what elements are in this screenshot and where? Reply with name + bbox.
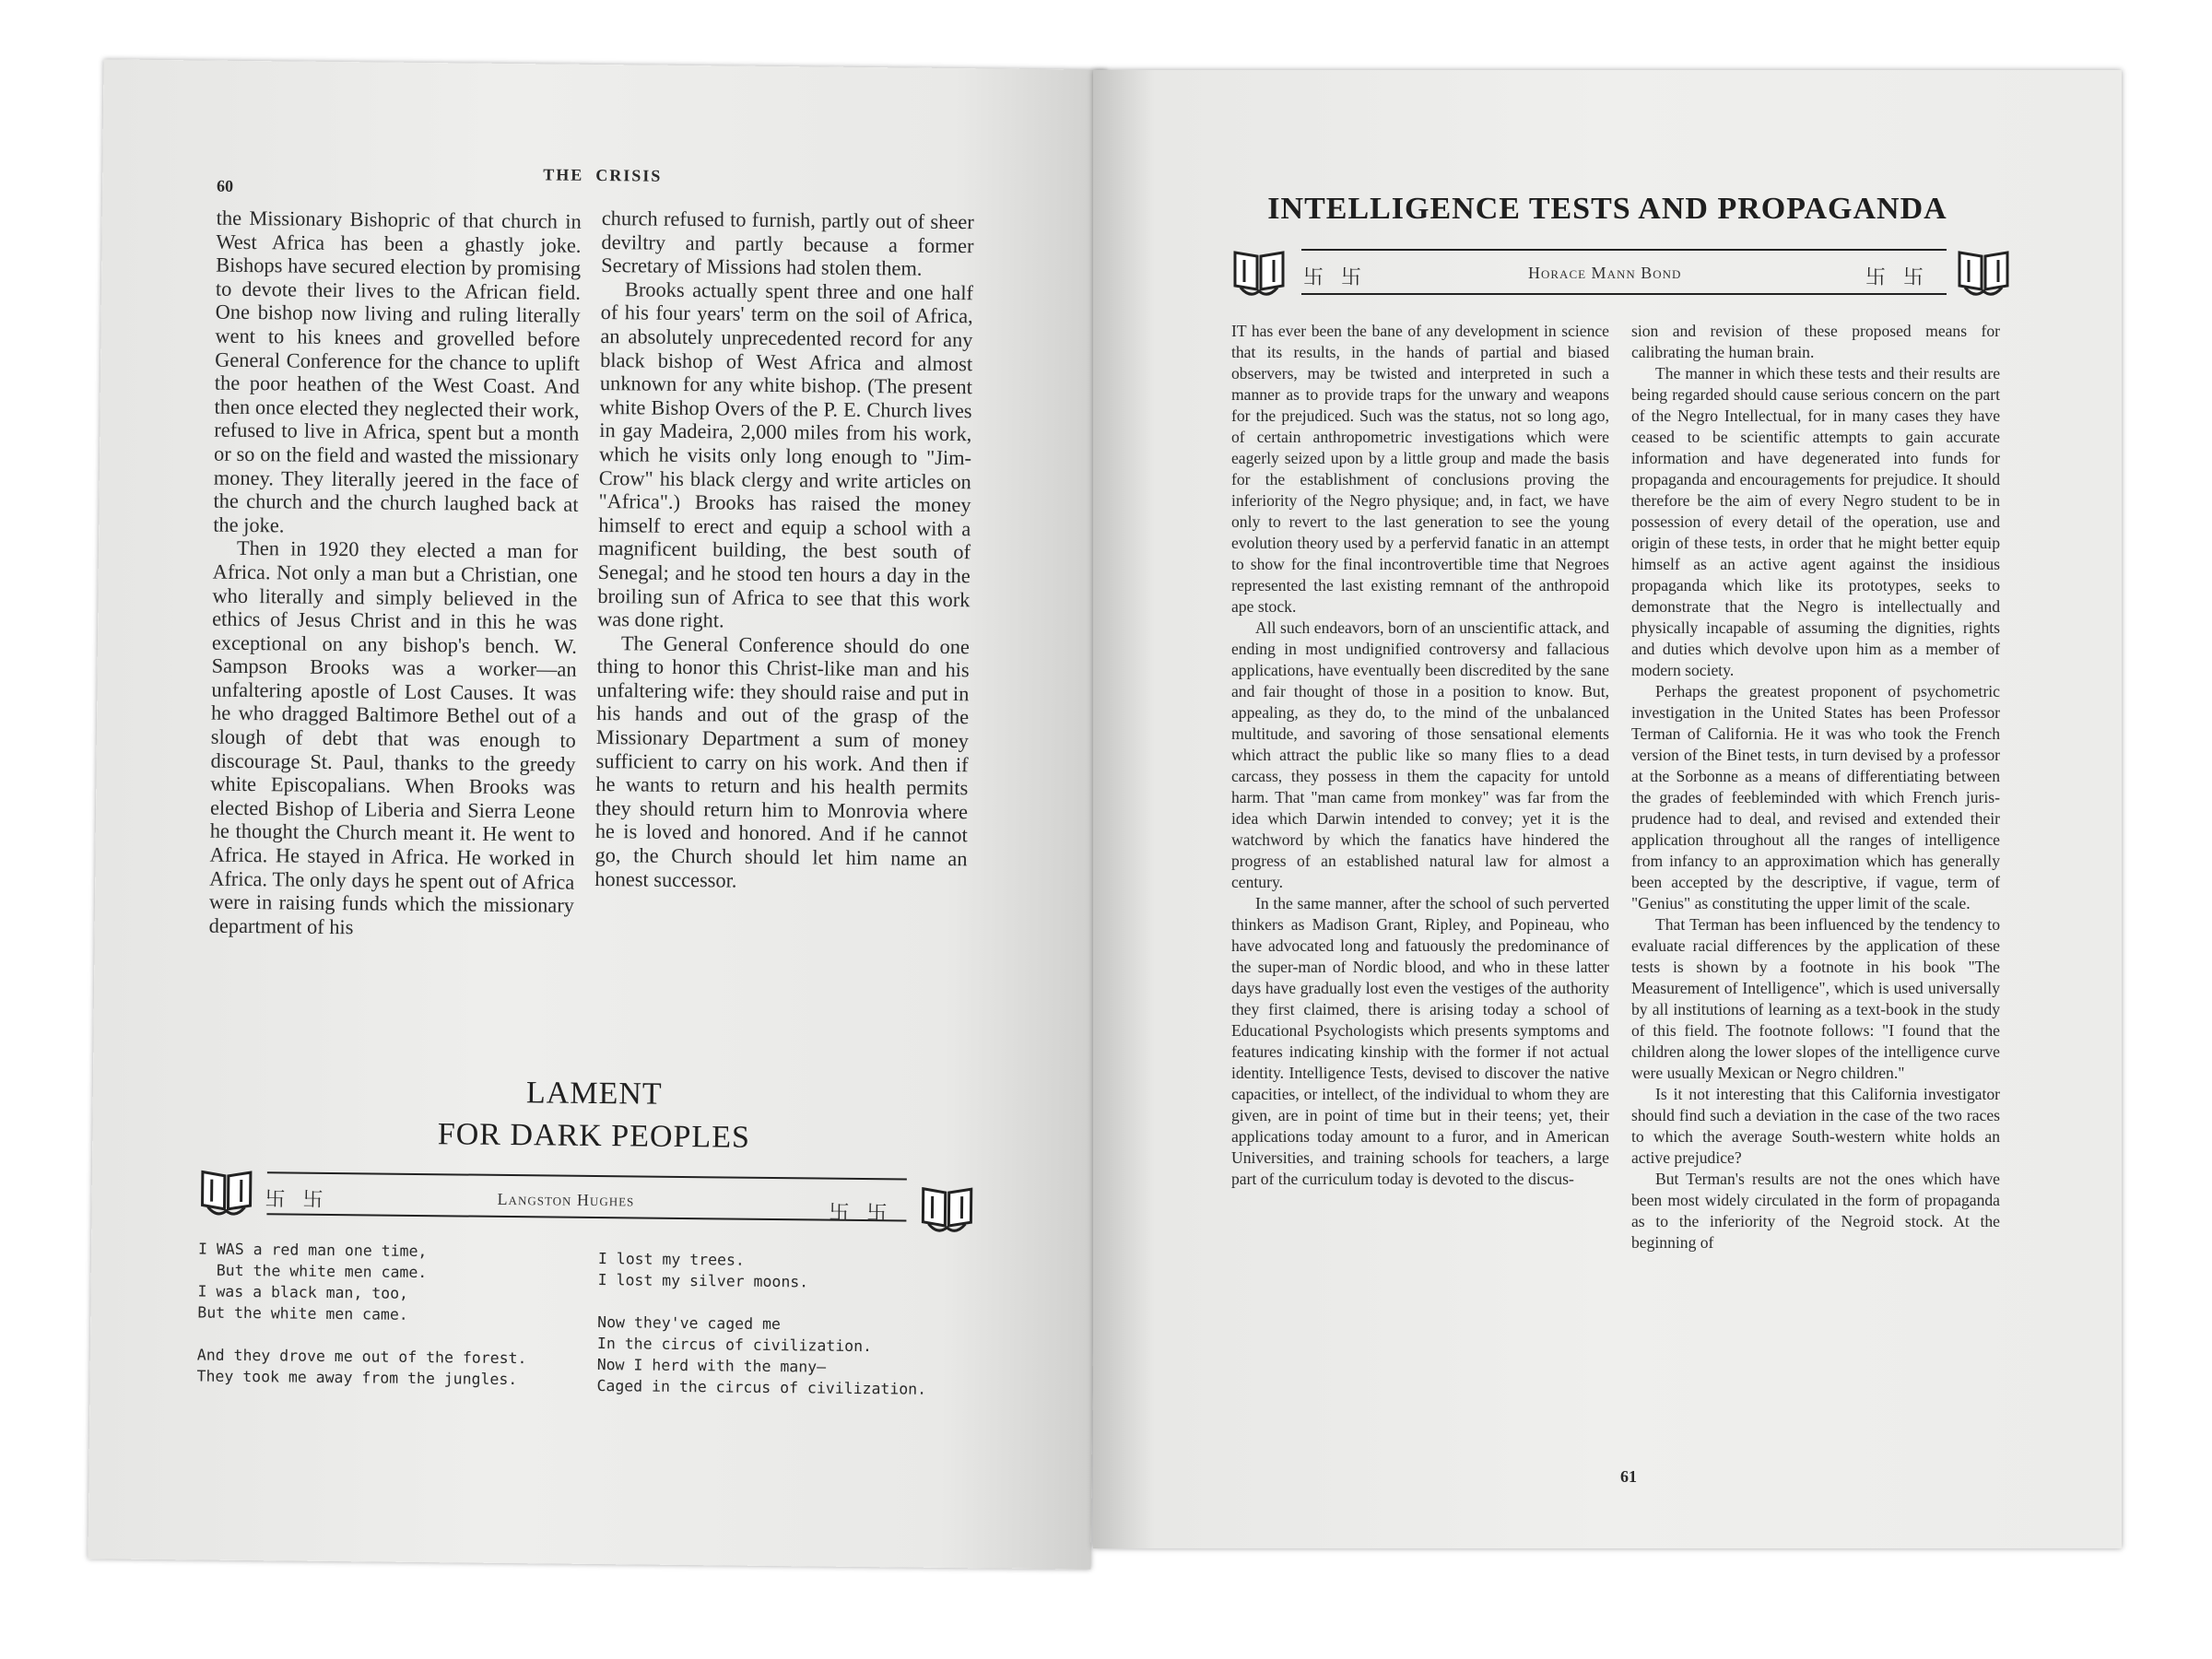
poem-right-column	[596, 1248, 967, 1421]
ornament-glyph-icon: 卐 卐	[1303, 266, 1367, 289]
book-ornament-icon	[1231, 247, 1287, 299]
rule-top	[267, 1171, 907, 1180]
poem-line: And they drove me out of the forest.	[196, 1346, 527, 1368]
paragraph: Is it not interesting that this California investigator should find such a deviation in the case of the two races to which the average South-western white holds an active prejudice?	[1631, 1085, 2000, 1167]
left-page-number: 60	[217, 176, 234, 195]
book-ornament-icon	[919, 1183, 975, 1236]
paragraph: IT has ever been the bane of any development in science that its results, in the hands of partial and biased observers, may be twisted and interpreted in such a manner as to provide traps for the unwary and weapons for the prejudiced. Such was the status, not so long ago, of certain anthropometric investigations which were eagerly seized upon by a little group and made the basis for the establishment of conclusions proving the inferiority of the Negro physique; and, in fact, we have only to revert to the last generation to see the young evolution theory used by a perfervid fanatic in an attempt to show for the final incontrovertible time that Negroes represented the last existing remnant of the anthropoid ape stock.	[1231, 322, 1609, 616]
poem-line: I lost my trees.	[597, 1250, 745, 1269]
paragraph: All such endeavors, born of an unscientific attack, and ending in most undignified controversy and fallacious applications, have eventually been discredited by the sane and fair thought of those in a position to know. But, appealing, as they do, to the mind of the unbalanced multitude, and savoring of those sensational elements which attract the public like so many flies to a dead carcass, they possess in them the capacity for untold harm. That "man came from monkey" was far from the idea which Darwin intended to convey; yet it is the watchword by which the fanatics have hindered the progress of an established natural law for almost a century.	[1231, 618, 1609, 891]
article-author: Horace Mann Bond	[1528, 264, 1682, 282]
right-column-1	[1231, 321, 1609, 1190]
poem-line: Now they've caged me	[597, 1313, 782, 1334]
poem-line: I WAS a red man one time,	[197, 1240, 428, 1261]
rule-top	[1301, 249, 1947, 251]
left-column-2	[594, 206, 974, 894]
rule-bottom	[1301, 293, 1947, 295]
paragraph: But Terman's results are not the ones which have been most widely circulated in the form of propaganda as to the inferiority of the Negroid stock. At the beginning of	[1631, 1170, 2000, 1252]
poem-left-column	[196, 1238, 548, 1411]
poem-stanza	[196, 1344, 547, 1390]
paragraph: sion and revision of these proposed means for calibrating the human brain.	[1631, 322, 2000, 361]
book-ornament-icon	[198, 1166, 254, 1218]
paragraph: church refused to furnish, partly out of sheer deviltry and partly because a former Secretary of Missions had stolen them.	[601, 206, 974, 280]
right-column-2	[1631, 321, 2000, 1253]
paragraph: That Terman has been influenced by the tendency to evaluate racial differences by the application of these tests is shown by a footnote in his book "The Measurement of Intelligence", which is used universally by all institutions of learning as a text-book in the study of this field. The footnote follows: "I found that the children along the lower slopes of the intelligence curve were usually Mexican or Negro children."	[1631, 915, 2000, 1082]
poem-line: Caged in the circus of civilization.	[596, 1377, 927, 1398]
left-column-1	[209, 206, 582, 942]
poem-line: I was a black man, too,	[197, 1282, 409, 1302]
rule-bottom	[266, 1213, 906, 1221]
poem-line: But the white men came.	[197, 1303, 408, 1324]
poem-line: They took me away from the jungles.	[196, 1367, 518, 1389]
poem-line: Now I herd with the many—	[596, 1356, 827, 1376]
poem-stanza	[197, 1238, 548, 1326]
paragraph: the Missionary Bishopric of that church in West Africa has been a ghastly joke. Bishops have secured election by promising to devote their lives to the African field. One bishop now living and ruling literally went to his knees and grovelled before General Conference for the chance to uplift the poor heathen of the West Coast. And then once elected they neglected their work, refused to live in Africa, spent but a month or so on the field and wasted the missionary money. They literally jeered in the face of the church and the church laughed back at the joke.	[213, 206, 582, 537]
paragraph: Perhaps the greatest proponent of psychometric investigation in the United States has been Professor Terman of California. He it was who took the French version of the Binet tests, in turn devised by a professor at the Sorbonne as a means of differentiating between the grades of feebleminded with which French juris-prudence had to deal, and revised and extended their application throughout all the ranges of intelligence from infancy to an approximation which has generally been accepted by the descriptive, if vague, term of "Genius" as constituting the upper limit of the scale.	[1631, 682, 2000, 912]
poem-stanza	[596, 1312, 966, 1400]
running-head: THE CRISIS	[543, 165, 663, 185]
book-ornament-icon	[1956, 247, 2011, 299]
right-page-number: 61	[1620, 1467, 1637, 1486]
paragraph: The manner in which these tests and their results are being regarded should cause serious concern on the part of the Negro Intellectual, for in many cases they have ceased to be scientific attempts to gain accurate information and have degenerated into funds for propaganda and encouragements for prejudice. It should therefore be the aim of every Negro student to be in possession of every detail of the operation, use and origin of these tests, in order that he might better equip himself as an active agent against the insidious propaganda which like its prototypes, seeks to demonstrate that the Negro is intellectually and physically incapable of assuming the dignities, rights and duties which devolve upon him as a member of modern society.	[1631, 364, 2000, 679]
poem-line: In the circus of civilization.	[596, 1335, 873, 1356]
poem-title-line-1: LAMENT	[525, 1076, 663, 1112]
paragraph: The General Conference should do one thing to honor this Christ-like man and his unfaltering wife: they should raise and put in his hands and out of the grasp of the Missionary Department a sum of money sufficient to carry on his work. And then if he wants to return and his health permits they should return him to Monrovia where he is loved and honored. And if he cannot go, the Church should let him name an honest successor.	[594, 630, 971, 892]
paragraph: Brooks actually spent three and one half of his four years' term on the soil of Africa, an absolutely unprecedented record for any black bishop of West Africa and almost unknown for any white bishop. (The present white Bishop Overs of the P. E. Church lives in gay Madeira, 2,000 miles from his work, which he visits only long enough to "Jim-Crow" his black clergy and write articles on "Africa".) Brooks has raised the money himself to erect and equip a school with a magnificent building, the best south of Senegal; and he stood ten hours a day in the broiling sun of Africa to see that this work was done right.	[597, 277, 974, 632]
article-title: INTELLIGENCE TESTS AND PROPAGANDA	[1267, 192, 1947, 226]
poem-title-line-2: FOR DARK PEOPLES	[437, 1117, 751, 1155]
ornament-glyph-icon: 卐 卐	[265, 1188, 329, 1212]
left-page	[88, 59, 1107, 1569]
poem-line: I lost my silver moons.	[597, 1271, 809, 1291]
ornament-glyph-icon: 卐 卐	[1865, 266, 1929, 289]
poem-author: Langston Hughes	[497, 1189, 635, 1210]
poem-stanza	[598, 1248, 967, 1294]
right-page	[1093, 70, 2122, 1548]
ornament-glyph-icon: 卐 卐	[829, 1201, 893, 1226]
paragraph: In the same manner, after the school of such perverted thinkers as Madison Grant, Ripley, and Popineau, who have advocated long and fatuously the predominance of the super-man of Nordic blood, and who in these latter days have gradually lost even the vestiges of the authority they first claimed, there is arising today a school of Educational Psychologists which presents symptoms and features indicating kinship with the former if not actual identity. Intelligence Tests, devised to discover the native capacities, or intellect, of the individual to whom they are given, are in point of time but in their teens; yet, their applications today amount to a furor, and in American Universities, and training schools for teachers, a large part of the curriculum today is devoted to the discus-	[1231, 894, 1609, 1188]
poem-line: But the white men came.	[216, 1261, 428, 1282]
paragraph: Then in 1920 they elected a man for Africa. Not only a man but a Christian, one who literally and simply believed in the ethics of Jesus Christ and in this he was exceptional on any bishop's bench. W. Sampson Brooks was a worker—an unfaltering apostle of Lost Causes. It was he who dragged Baltimore Bethel out of a slough of debt that was enough to discourage St. Paul, thanks to the greedy white Episcopalians. When Brooks was elected Bishop of Liberia and Sierra Leone he thought the Church meant it. He went to Africa. He stayed in Africa. He worked in Africa. The only days he spent out of Africa were in raising funds which the missionary department of his	[208, 536, 579, 939]
